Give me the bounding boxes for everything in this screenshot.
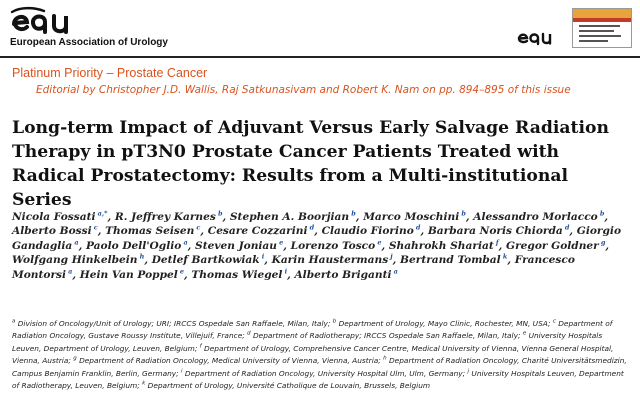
journal-branding	[516, 8, 636, 48]
section-label: Platinum Priority – Prostate Cancer	[12, 66, 208, 80]
author-name: Wolfgang Hinkelbein	[12, 254, 138, 267]
author-name: Claudio Fiorino	[321, 225, 414, 238]
journal-header	[0, 0, 640, 56]
author-affiliation-marker: j	[390, 252, 393, 261]
author-affiliation-marker: d	[309, 223, 315, 232]
author-entry: Claudio Fiorino $^d$,	[321, 223, 428, 238]
author-affiliation-marker: h	[139, 252, 145, 261]
author-affiliation-marker: i	[261, 252, 265, 261]
affiliation-text: Department of Radiation Oncology, University Hospital Ulm, Ulm, Germany;	[182, 368, 466, 378]
author-name: Alberto Bossi	[12, 225, 92, 238]
author-entry	[294, 269, 397, 281]
affiliation-key: d	[247, 330, 251, 337]
author-name: Francesco Montorsi	[12, 254, 575, 281]
author-affiliation-marker: a	[393, 267, 398, 276]
affiliation-entry	[247, 331, 523, 340]
author-affiliation-marker: d	[415, 223, 421, 232]
header-divider	[0, 56, 640, 58]
author-name: Alberto Briganti	[294, 268, 392, 281]
author-affiliation-marker: b	[599, 209, 605, 218]
author-entry: Hein Van Poppel $^e$,	[79, 267, 192, 281]
author-affiliation-marker: a	[183, 238, 188, 247]
affiliation-text: Department of Urology, Comprehensive Cancer Centre, Medical University of Vienna, Vienna General Hospital, Vienna, Austria;	[12, 343, 614, 366]
affiliation-text: Department of Radiation Oncology, Gustave Roussy Institute, Villejuif, France;	[12, 319, 613, 341]
affiliation-entry	[333, 319, 553, 328]
author-name: Barbara Noris Chiorda	[427, 225, 563, 238]
author-entry: Alberto Bossi $^c$,	[12, 223, 106, 238]
affiliation-text: Department of Radiotherapy; IRCCS Ospedale San Raffaele, Milan, Italy;	[250, 331, 521, 341]
author-affiliation-marker: g	[600, 238, 606, 247]
eau-logo-icon	[10, 6, 80, 36]
author-name: Gregor Goldner	[506, 239, 599, 252]
author-entry: Steven Joniau $^e$,	[195, 238, 291, 252]
author-entry: Barbara Noris Chiorda $^d$,	[427, 223, 577, 238]
affiliation-key: h	[383, 355, 387, 362]
affiliation-text: Department of Radiation Oncology, Charité Universitätsmedizin, Campus Benjamin Franklin, Berlin, Germany;	[12, 356, 627, 378]
author-affiliation-marker: a	[74, 238, 79, 247]
author-name: R. Jeffrey Karnes	[114, 211, 216, 223]
author-entry: Alessandro Morlacco $^b$,	[473, 209, 609, 223]
author-affiliation-marker: i	[284, 267, 288, 276]
affiliation-key: a	[12, 318, 16, 325]
author-affiliation-marker: a	[68, 267, 73, 276]
author-affiliation-marker: c	[196, 223, 201, 232]
author-entry: Gregor Goldner $^g$,	[506, 238, 610, 252]
author-name: Thomas Seisen	[105, 225, 195, 238]
eau-small-logo-icon	[516, 28, 560, 46]
author-name: Stephen A. Boorjian	[229, 211, 350, 223]
journal-cover-thumbnail-icon	[572, 8, 632, 48]
author-entry: Marco Moschini $^b$,	[363, 209, 474, 223]
author-name: Detlef Bartkowiak	[151, 254, 260, 267]
affiliation-text: University Hospitals Leuven, Department of Urology, Leuven, Belgium;	[12, 331, 603, 353]
author-name: Cesare Cozzarini	[207, 225, 308, 238]
author-entry: Stephen A. Boorjian $^b$,	[229, 209, 364, 223]
affiliation-key: i	[181, 368, 183, 375]
affiliation-text: Department of Urology, Université Catholique de Louvain, Brussels, Belgium	[145, 381, 431, 391]
affiliation-text: Department of Radiation Oncology, Medical University of Vienna, Vienna, Austria;	[76, 356, 381, 366]
author-name: Lorenzo Tosco	[290, 239, 376, 252]
author-entry: Bertrand Tombal $^k$,	[400, 252, 515, 267]
affiliation-key: e	[522, 330, 527, 337]
author-name: Paolo Dell'Oglio	[85, 239, 182, 252]
editorial-note: Editorial by Christopher J.D. Wallis, Raj Satkunasivam and Robert K. Nam on pp. 894–895 of this issue	[36, 84, 571, 96]
author-name: Marco Moschini	[363, 211, 460, 223]
affiliation-key: c	[552, 318, 556, 325]
affiliation-key: k	[142, 380, 146, 387]
author-affiliation-marker: b	[461, 209, 466, 218]
author-name: Shahrokh Shariat	[388, 239, 494, 252]
author-affiliation-marker: d	[564, 223, 570, 232]
eau-logo	[10, 6, 170, 50]
affiliations	[12, 318, 632, 392]
author-list	[12, 210, 632, 282]
author-entry: Thomas Wiegel $^i$,	[191, 267, 295, 281]
article-title: Long-term Impact of Adjuvant Versus Early Salvage Radiation Therapy in pT3N0 Prostate Cancer Patients Treated with Radical Prostatectomy: Results from a Multi-institutional Series	[12, 118, 609, 210]
author-name: Giorgio Gandaglia	[12, 225, 622, 252]
author-affiliation-marker: b	[351, 209, 356, 218]
affiliation-entry	[142, 381, 430, 390]
affiliation-text: University Hospitals Leuven, Department of Radiotherapy, Leuven, Belgium;	[12, 368, 624, 391]
affiliation-key: f	[199, 343, 202, 350]
affiliation-entry	[73, 356, 383, 365]
author-name: Alessandro Morlacco	[473, 211, 598, 223]
author-name: Karin Haustermans	[271, 254, 389, 267]
author-entry: Thomas Seisen $^c$,	[105, 223, 208, 238]
author-entry: R. Jeffrey Karnes $^b$,	[114, 209, 230, 223]
author-affiliation-marker: e	[179, 267, 185, 276]
author-entry: Shahrokh Shariat $^f$,	[388, 238, 507, 252]
affiliation-text: Department of Urology, Mayo Clinic, Rochester, MN, USA;	[336, 319, 551, 328]
author-name: Thomas Wiegel	[191, 268, 283, 281]
affiliation-text: Division of Oncology/Unit of Urology; URI; IRCCS Ospedale San Raffaele, Milan, Italy;	[15, 319, 331, 328]
affiliation-entry	[12, 319, 333, 328]
affiliation-entry	[181, 369, 468, 378]
affiliation-key: j	[467, 368, 470, 375]
author-entry: Lorenzo Tosco $^e$,	[290, 238, 389, 252]
affiliation-key: b	[332, 318, 337, 325]
author-affiliation-marker: f	[495, 238, 499, 247]
author-affiliation-marker: c	[93, 223, 98, 232]
author-entry: Paolo Dell'Oglio $^a$,	[85, 238, 196, 252]
author-entry: Cesare Cozzarini $^d$,	[207, 223, 322, 238]
author-name: Steven Joniau	[195, 239, 277, 252]
author-name: Bertrand Tombal	[400, 254, 501, 267]
author-name: Nicola Fossati	[12, 211, 96, 223]
author-entry: Detlef Bartkowiak $^i$,	[151, 252, 272, 267]
author-entry: Wolfgang Hinkelbein $^h$,	[12, 252, 152, 267]
author-entry: Karin Haustermans $^j$,	[271, 252, 401, 267]
author-affiliation-marker: a,*	[97, 209, 108, 218]
author-entry: Nicola Fossati $^{a,*}$,	[12, 209, 115, 223]
author-affiliation-marker: e	[279, 238, 284, 247]
author-affiliation-marker: b	[217, 209, 223, 218]
author-affiliation-marker: e	[377, 238, 382, 247]
org-name: European Association of Urology	[10, 37, 168, 48]
affiliation-key: g	[73, 355, 77, 362]
author-affiliation-marker: k	[502, 252, 508, 261]
author-entry: Francesco Montorsi $^a$,	[12, 254, 575, 281]
author-entry: Giorgio Gandaglia $^a$,	[12, 225, 622, 252]
author-name: Hein Van Poppel	[79, 268, 178, 281]
